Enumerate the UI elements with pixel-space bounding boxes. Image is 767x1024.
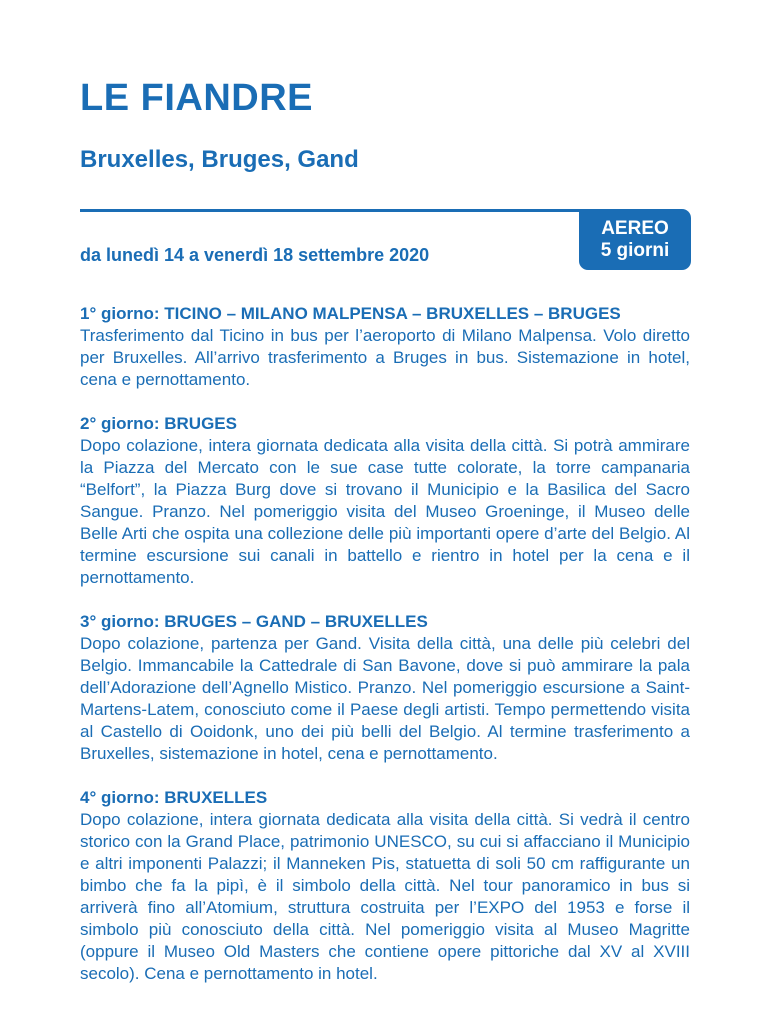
day-heading: 1° giorno: TICINO – MILANO MALPENSA – BRUXELLES – BRUGES: [80, 304, 621, 323]
day-description: Dopo colazione, intera giornata dedicata alla visita della città. Si vedrà il centro storico con la Grand Place, patrimonio UNESCO, su cui si affacciano il Municipio e altri imponenti Palazzi; il Manneken Pis, statuetta di soli 50 cm raffigurante un bimbo che fa la pipì, è il simbolo della città. Nel tour panoramico in bus si arriverà fino all’Atomium, struttura costruita per l’EXPO del 1953 e forse il simbolo più conosciuto della città. Nel pomeriggio visita al Museo Magritte (oppure il Museo Old Masters che contiene opere pittoriche dal XV al XVIII secolo). Cena e pernottamento in hotel.: [80, 810, 690, 983]
travel-badge: [579, 209, 691, 270]
itinerary-day-4: [80, 787, 690, 985]
day-description: Dopo colazione, intera giornata dedicata alla visita della città. Si potrà ammirare la Piazza del Mercato con le sue case tutte colorate, la torre campanaria “Belfort”, la Piazza Burg dove si trovano il Municipio e la Basilica del Sacro Sangue. Pranzo. Nel pomeriggio visita del Museo Groeninge, il Museo delle Belle Arti che ospita una collezione delle più importanti opere d’arte del Belgio. Al termine escursione sui canali in battello e rientro in hotel per la cena e il pernottamento.: [80, 436, 690, 587]
day-description: Trasferimento dal Ticino in bus per l’aeroporto di Milano Malpensa. Volo diretto per Bruxelles. All’arrivo trasferimento a Bruges in bus. Sistemazione in hotel, cena e pernottamento.: [80, 326, 690, 389]
trip-dates: da lunedì 14 a venerdì 18 settembre 2020: [80, 245, 430, 265]
itinerary-day-3: [80, 611, 690, 765]
page-subtitle: Bruxelles, Bruges, Gand: [80, 146, 359, 173]
day-heading: 2° giorno: BRUGES: [80, 414, 237, 433]
itinerary-day-1: [80, 303, 690, 391]
badge-duration: 5 giorni: [600, 239, 670, 261]
itinerary-day-2: [80, 413, 690, 589]
day-description: Dopo colazione, partenza per Gand. Visita della città, una delle più celebri del Belgio. Immancabile la Cattedrale di San Bavone, dove si può ammirare la pala dell’Adorazione dell’Agnello Mistico. Pranzo. Nel pomeriggio escursione a Saint-Martens-Latem, conosciuto come il Paese degli artisti. Tempo permettendo visita al Castello di Ooidonk, uno dei più belli del Belgio. Al termine trasferimento a Bruxelles, sistemazione in hotel, cena e pernottamento.: [80, 634, 690, 763]
day-heading: 4° giorno: BRUXELLES: [80, 788, 268, 807]
day-heading: 3° giorno: BRUGES – GAND – BRUXELLES: [80, 612, 428, 631]
header-divider: [80, 209, 640, 212]
itinerary: [80, 303, 690, 1007]
badge-transport: AEREO: [601, 217, 669, 239]
page-title: LE FIANDRE: [80, 77, 313, 119]
